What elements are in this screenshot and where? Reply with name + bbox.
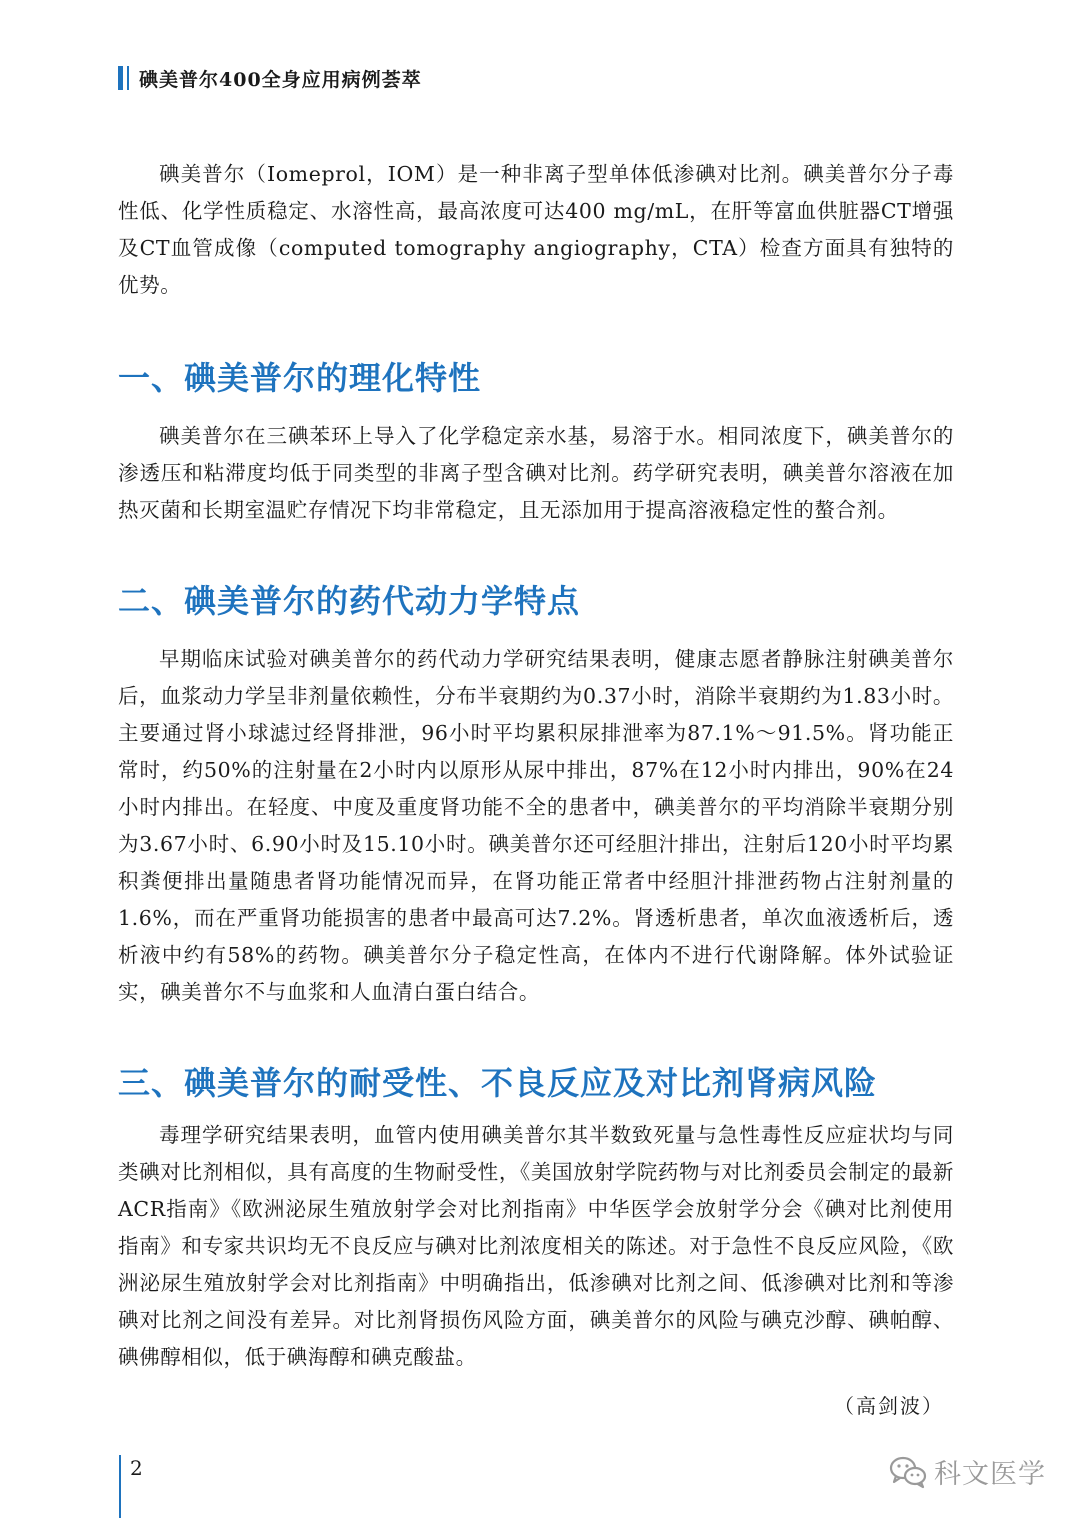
page-number: 2 xyxy=(130,1456,143,1480)
watermark xyxy=(888,1452,1046,1491)
section-1-heading: 一、碘美普尔的理化特性 xyxy=(118,359,482,397)
section-3-paragraph: 毒理学研究结果表明，血管内使用碘美普尔其半数致死量与急性毒性反应症状均与同类碘对比剂相似，具有高度的生物耐受性，《美国放射学院药物与对比剂委员会制定的最新ACR指南》《欧洲泌尿生殖放射学会对比剂指南》中华医学会放射学分会《碘对比剂使用指南》和专家共识均无不良反应与碘对比剂浓度相关的陈述。对于急性不良反应风险，《欧洲泌尿生殖放射学会对比剂指南》中明确指出，低渗碘对比剂之间、低渗碘对比剂和等渗碘对比剂之间没有差异。对比剂肾损伤风险方面，碘美普尔的风险与碘克沙醇、碘帕醇、碘佛醇相似，低于碘海醇和碘克酸盐。 xyxy=(118,1123,954,1369)
section-2-paragraph: 早期临床试验对碘美普尔的药代动力学研究结果表明，健康志愿者静脉注射碘美普尔后，血浆动力学呈非剂量依赖性，分布半衰期约为0.37小时，消除半衰期约为1.83小时。主要通过肾小球滤过经肾排泄，96小时平均累积尿排泄率为87.1%～91.5%。肾功能正常时，约50%的注射量在2小时内以原形从尿中排出，87%在12小时内排出，90%在24小时内排出。在轻度、中度及重度肾功能不全的患者中，碘美普尔的平均消除半衰期分别为3.67小时、6.90小时及15.10小时。碘美普尔还可经胆汁排出，注射后120小时平均累积粪便排出量随患者肾功能情况而异，在肾功能正常者中经胆汁排泄药物占注射剂量的1.6%，而在严重肾功能损害的患者中最高可达7.2%。肾透析患者，单次血液透析后，透析液中约有58%的药物。碘美普尔分子稳定性高，在体内不进行代谢降解。体外试验证实，碘美普尔不与血浆和人血清白蛋白结合。 xyxy=(118,647,954,1004)
section-3-heading: 三、碘美普尔的耐受性、不良反应及对比剂肾病风险 xyxy=(118,1064,878,1102)
section-1-paragraph: 碘美普尔在三碘苯环上导入了化学稳定亲水基，易溶于水。相同浓度下，碘美普尔的渗透压和粘滞度均低于同类型的非离子型含碘对比剂。药学研究表明，碘美普尔溶液在加热灭菌和长期室温贮存情况下均非常稳定，且无添加用于提高溶液稳定性的螯合剂。 xyxy=(118,424,954,522)
intro-paragraph: 碘美普尔（Iomeprol，IOM）是一种非离子型单体低渗碘对比剂。碘美普尔分子毒性低、化学性质稳定、水溶性高，最高浓度可达400 mg/mL，在肝等富血供脏器CT增强及CT血管成像（computed tomography angiography，CTA）检查方面具有独特的优势。 xyxy=(118,162,954,297)
author-credit: （高剑波） xyxy=(834,1394,944,1418)
running-header xyxy=(118,62,422,94)
header-accent-bars xyxy=(118,66,129,90)
wechat-icon xyxy=(888,1455,928,1489)
watermark-text: 科文医学 xyxy=(934,1459,1046,1490)
page-content xyxy=(118,150,954,1419)
footer-accent-line xyxy=(119,1455,121,1518)
running-title: 碘美普尔400全身应用病例荟萃 xyxy=(139,68,422,91)
section-2-heading: 二、碘美普尔的药代动力学特点 xyxy=(118,582,581,620)
header-bar-thin xyxy=(127,66,129,90)
header-bar-thick xyxy=(118,66,123,90)
